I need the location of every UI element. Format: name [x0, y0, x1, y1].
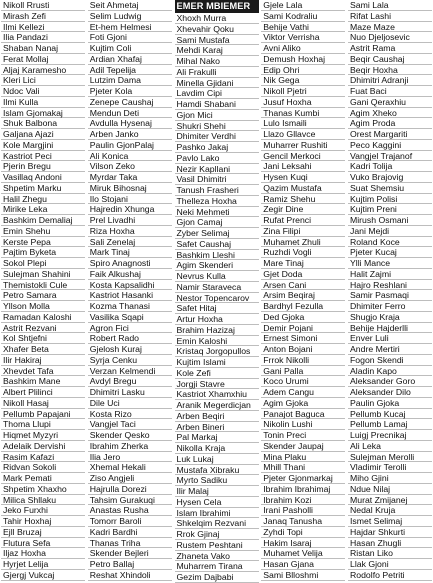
name-row: Yllson Molla — [1, 301, 85, 312]
name-row: Shpetim Marku — [1, 183, 85, 194]
name-row: Kujtim Preni — [348, 204, 432, 215]
name-row: Kozma Thanasi — [88, 301, 172, 312]
name-row: Zegir Dine — [261, 204, 345, 215]
name-row: Xhafer Beta — [1, 344, 85, 355]
name-row: Mirike Leka — [1, 204, 85, 215]
name-row: Arsen Cani — [261, 280, 345, 291]
name-row: Islam Ibrahimi — [175, 508, 259, 519]
name-row: Zyhdi Topi — [261, 527, 345, 538]
name-row: Xhoxh Murra — [175, 13, 259, 24]
name-row: Samir Pasmaqi — [348, 290, 432, 301]
name-row: Xhevdet Tafa — [1, 366, 85, 377]
name-row: Muhamet Velija — [261, 548, 345, 559]
name-row: Aljaj Karamesho — [1, 65, 85, 76]
name-row: Tanush Frasheri — [175, 185, 259, 196]
name-row: Andre Mertiri — [348, 344, 432, 355]
name-row: Vasil Dhimitri — [175, 174, 259, 185]
name-column — [348, 0, 432, 580]
name-row: Kristaq Jorgopullos — [175, 346, 259, 357]
name-column — [261, 0, 345, 580]
name-row: Shukri Shehi — [175, 121, 259, 132]
name-row: Pellumb Lamaj — [348, 419, 432, 430]
name-row: Irani Pasholli — [261, 505, 345, 516]
name-row: Sami Kodraliu — [261, 11, 345, 22]
name-row: Orest Margariti — [348, 129, 432, 140]
name-row: Enver Luli — [348, 333, 432, 344]
name-row: Nuo Djeljosevic — [348, 32, 432, 43]
name-row: Ilir Malaj — [175, 486, 259, 497]
name-row: Prel Livadhi — [88, 215, 172, 226]
name-row: Sami Blloshmi — [261, 570, 345, 581]
name-row: Thanas Kumbi — [261, 108, 345, 119]
name-row: Rufat Prenci — [261, 215, 345, 226]
name-row: Reshat Xhindoli — [88, 570, 172, 581]
name-row: Shpetim Xhaxho — [1, 484, 85, 495]
name-row: Dhimiter Verdhi — [175, 131, 259, 142]
name-row: Tahir Hoxhaj — [1, 516, 85, 527]
name-row: Kastriot Hasanki — [88, 290, 172, 301]
name-row: Rustem Peshtani — [175, 540, 259, 551]
name-row: Mirush Osmani — [348, 215, 432, 226]
name-row: Sulejman Shahini — [1, 269, 85, 280]
name-row: Vasillaq Andoni — [1, 172, 85, 183]
name-row: Roland Koce — [348, 237, 432, 248]
name-row: Bashkim Lleshi — [175, 250, 259, 261]
name-row: Tonin Preci — [261, 430, 345, 441]
name-row: Hajdar Shkurti — [348, 527, 432, 538]
column-header: EMER MBIEMER — [175, 0, 259, 13]
name-row: Kastriot Xhamxhiu — [175, 389, 259, 400]
name-column — [175, 0, 259, 582]
name-row: Nevrus Kulla — [175, 271, 259, 282]
name-row: Verzan Kelmendi — [88, 366, 172, 377]
name-list — [1, 0, 85, 581]
name-row: Ilia Pandazi — [1, 32, 85, 43]
name-row: Nikolin Lushi — [261, 419, 345, 430]
name-column — [88, 0, 172, 580]
name-row: Rrok Gjinaj — [175, 529, 259, 540]
name-row: Gezim Dajbabi — [175, 572, 259, 583]
name-row: Luigj Precnikaj — [348, 430, 432, 441]
name-row: Pjeter Kola — [88, 86, 172, 97]
name-row: Kujtim Coli — [88, 43, 172, 54]
name-row: Ilmi Kulla — [1, 97, 85, 108]
name-row: Ded Gjoka — [261, 312, 345, 323]
name-row: Kerste Pepa — [1, 237, 85, 248]
name-row: Agim Xheko — [348, 108, 432, 119]
name-row: Arsim Beqiraj — [261, 290, 345, 301]
name-row: Nikolla Kraja — [175, 443, 259, 454]
name-row: Gjon Mici — [175, 110, 259, 121]
name-row: Hamdi Shabani — [175, 99, 259, 110]
name-row: Sami Lala — [348, 0, 432, 11]
name-row: Pjeter Gjonmarkaj — [261, 473, 345, 484]
name-row: Rasim Kafazi — [1, 452, 85, 463]
name-row: Muharrem Tirana — [175, 561, 259, 572]
name-row: Hysen Cela — [175, 497, 259, 508]
name-row: Thanas Triha — [88, 538, 172, 549]
name-row: Et-hem Helmesi — [88, 22, 172, 33]
name-row: Aladin Kapo — [348, 366, 432, 377]
name-row: Gjon Camaj — [175, 217, 259, 228]
name-row: Vladimir Terolli — [348, 462, 432, 473]
name-row: Skender Jaupaj — [261, 441, 345, 452]
name-row: Lavdim Cipi — [175, 88, 259, 99]
name-row: Milica Shllaku — [1, 495, 85, 506]
name-row: Vilson Zeko — [88, 161, 172, 172]
name-row: Frrok Nikolli — [261, 355, 345, 366]
name-row: Spiro Anagnosti — [88, 258, 172, 269]
name-row: Shugjo Kraja — [348, 312, 432, 323]
name-row: Ali Leka — [348, 441, 432, 452]
name-row: Mark Pemati — [1, 473, 85, 484]
name-row: Janaq Tanusha — [261, 516, 345, 527]
name-row: Kujtim Islami — [175, 357, 259, 368]
name-row: Mustafa Xibraku — [175, 465, 259, 476]
name-row: Shuk Balbona — [1, 118, 85, 129]
name-row: Shkelqim Rezvani — [175, 518, 259, 529]
name-row: Sulejman Merolli — [348, 452, 432, 463]
name-row: Shaban Nanaj — [1, 43, 85, 54]
name-row: Artur Hoxha — [175, 314, 259, 325]
name-row: Nestor Topencarov — [175, 293, 259, 304]
name-row: Skender Qesko — [88, 430, 172, 441]
name-row: Kosta Rizo — [88, 409, 172, 420]
name-row: Zhaneta Vako — [175, 551, 259, 562]
name-row: Mendun Deti — [88, 108, 172, 119]
name-row: Peco Kaggini — [348, 140, 432, 151]
name-row: Lulo Ismaili — [261, 118, 345, 129]
name-row: Emin Shehu — [1, 226, 85, 237]
name-row: Albert Plilinci — [1, 387, 85, 398]
name-row: Demush Hoxhaj — [261, 54, 345, 65]
name-row: Hysen Kuqi — [261, 172, 345, 183]
name-row: Nikoll Hasaj — [1, 398, 85, 409]
name-row: Kleri Lici — [1, 75, 85, 86]
name-row: Miruk Bihosnaj — [88, 183, 172, 194]
name-row: Panajot Baguca — [261, 409, 345, 420]
name-row: Mark Tinaj — [88, 247, 172, 258]
name-row: Flutura Sefa — [1, 538, 85, 549]
name-column — [1, 0, 85, 580]
name-row: Pellumb Papajani — [1, 409, 85, 420]
name-row: Llak Gjoni — [348, 559, 432, 570]
name-row: Ibrahim Kozi — [261, 495, 345, 506]
name-row: Kole Margjini — [1, 140, 85, 151]
name-row: Anton Bojani — [261, 344, 345, 355]
name-row: Ibrahim Ibrahimaj — [261, 484, 345, 495]
name-row: Adelaik Dervishi — [1, 441, 85, 452]
name-row: Ridvan Sokoli — [1, 462, 85, 473]
name-row: Bashkim Mane — [1, 376, 85, 387]
name-row: Jani Mejdi — [348, 226, 432, 237]
name-row: Astrit Rezvani — [1, 323, 85, 334]
name-row: Koco Urumi — [261, 376, 345, 387]
name-row: Bashkim Demaliaj — [1, 215, 85, 226]
name-row: Pashko Jakaj — [175, 142, 259, 153]
name-row: Ndoc Vali — [1, 86, 85, 97]
name-row: Kujtim Polisi — [348, 194, 432, 205]
name-row: Iljaz Hoxha — [1, 548, 85, 559]
name-row: Kadri Tolija — [348, 161, 432, 172]
name-row: Gjelosh Kuraj — [88, 344, 172, 355]
name-row: Rifat Lashi — [348, 11, 432, 22]
name-row: Kastriot Peci — [1, 151, 85, 162]
name-row: Mina Plaku — [261, 452, 345, 463]
name-row: Ejll Bruzaj — [1, 527, 85, 538]
name-row: Syrja Cenku — [88, 355, 172, 366]
name-row: Nezir Kapllani — [175, 164, 259, 175]
name-row: Thoma Llupi — [1, 419, 85, 430]
name-row: Edip Ohri — [261, 65, 345, 76]
name-row: Zyber Selimaj — [175, 228, 259, 239]
name-row: Hasan Zhugli — [348, 538, 432, 549]
name-row: Hajredin Xhunga — [88, 204, 172, 215]
name-row: Bardhyl Fezulla — [261, 301, 345, 312]
name-row: Nedal Kruja — [348, 505, 432, 516]
name-row: Llazo Gllavce — [261, 129, 345, 140]
name-row: Pjeter Kucaj — [348, 247, 432, 258]
name-row: Gencil Merkoci — [261, 151, 345, 162]
name-row: Pellumb Kucaj — [348, 409, 432, 420]
name-row: Safet Caushaj — [175, 239, 259, 250]
name-row: Fogon Skendi — [348, 355, 432, 366]
name-row: Behije Hajderlli — [348, 323, 432, 334]
name-row: Kosta Kapsalidhi — [88, 280, 172, 291]
name-row: Demir Pojani — [261, 323, 345, 334]
name-row: Tomorr Baroli — [88, 516, 172, 527]
name-row: Ristan Liko — [348, 548, 432, 559]
name-row: Agim Gjoka — [261, 398, 345, 409]
name-row: Nikoll Pjetri — [261, 86, 345, 97]
name-row: Dile Uci — [88, 398, 172, 409]
name-row: Galjana Ajazi — [1, 129, 85, 140]
name-row: Ruzhdi Vogli — [261, 247, 345, 258]
name-row: Safet Hitaj — [175, 303, 259, 314]
name-row: Muhamet Zhuli — [261, 237, 345, 248]
name-row: Vangjel Taci — [88, 419, 172, 430]
name-row: Pajtim Byketa — [1, 247, 85, 258]
name-row: Adem Cangu — [261, 387, 345, 398]
name-row: Suat Shemsiu — [348, 183, 432, 194]
name-row: Avdyl Bregu — [88, 376, 172, 387]
name-row: Tahsim Gurakuqi — [88, 495, 172, 506]
name-row: Gani Qeraxhiu — [348, 97, 432, 108]
name-row: Ibrahim Zherka — [88, 441, 172, 452]
name-row: Selim Ludwig — [88, 11, 172, 22]
name-row: Dhimiter Ferro — [348, 301, 432, 312]
name-row: Avdulla Hysenaj — [88, 118, 172, 129]
name-row: Jorgji Stavre — [175, 379, 259, 390]
name-row: Hiqmet Myzyri — [1, 430, 85, 441]
name-row: Gjergj Vukcaj — [1, 570, 85, 581]
name-row: Aranik Megerdicjan — [175, 400, 259, 411]
name-row: Mirash Zefi — [1, 11, 85, 22]
name-row: Nik Gega — [261, 75, 345, 86]
name-row: Agim Proda — [348, 118, 432, 129]
name-row: Arben Janko — [88, 129, 172, 140]
name-row: Paulin Gjoka — [348, 398, 432, 409]
name-list — [348, 0, 432, 581]
name-row: Sami Mustafa — [175, 35, 259, 46]
name-row: Ndue Nilaj — [348, 484, 432, 495]
name-row: Ramadan Kaloshi — [1, 312, 85, 323]
name-row: Islam Gjomakaj — [1, 108, 85, 119]
name-row: Xhevahir Qoku — [175, 24, 259, 35]
name-row: Murat Zmijanej — [348, 495, 432, 506]
name-row: Myrto Sadiku — [175, 475, 259, 486]
name-row: Ramiz Shehu — [261, 194, 345, 205]
name-row: Ali Frakulli — [175, 67, 259, 78]
name-row: Fuat Baci — [348, 86, 432, 97]
name-row: Hajro Reshlani — [348, 280, 432, 291]
name-row: Nikoll Rrusti — [1, 0, 85, 11]
name-row: Xhemal Hekali — [88, 462, 172, 473]
name-row: Brahim Hazizaj — [175, 325, 259, 336]
name-row: Zenepe Caushaj — [88, 97, 172, 108]
name-row: Arben Bineri — [175, 422, 259, 433]
name-row: Namir Staraveca — [175, 282, 259, 293]
name-row: Mehdi Karaj — [175, 45, 259, 56]
name-row: Themistokli Cule — [1, 280, 85, 291]
name-row: Pjerin Bregu — [1, 161, 85, 172]
name-row: Kole Zefi — [175, 368, 259, 379]
name-row: Skender Bejleri — [88, 548, 172, 559]
name-row: Jani Leksahi — [261, 161, 345, 172]
name-row: Beqir Caushaj — [348, 54, 432, 65]
name-list — [88, 0, 172, 581]
name-row: Ilmi Kellezi — [1, 22, 85, 33]
name-row: Pavlo Lako — [175, 153, 259, 164]
name-row: Beqir Hoxha — [348, 65, 432, 76]
name-row: Hasan Gjana — [261, 559, 345, 570]
name-row: Ilia Jero — [88, 452, 172, 463]
name-row: Halil Zhegu — [1, 194, 85, 205]
name-row: Foti Gjoni — [88, 32, 172, 43]
name-row: Hajrulla Dorezi — [88, 484, 172, 495]
name-row: Sokol Plepi — [1, 258, 85, 269]
name-row: Petro Ballaj — [88, 559, 172, 570]
name-row: Ismet Selimaj — [348, 516, 432, 527]
name-list — [175, 13, 259, 583]
name-row: Viktor Verrisha — [261, 32, 345, 43]
name-row: Riza Hoxha — [88, 226, 172, 237]
name-row: Kol Shtjefni — [1, 333, 85, 344]
name-row: Minella Gjidani — [175, 78, 259, 89]
name-row: Hakim Isaraj — [261, 538, 345, 549]
name-row: Lutzim Dama — [88, 75, 172, 86]
name-row: Paulin GjonPalaj — [88, 140, 172, 151]
name-row: Emin Kaloshi — [175, 336, 259, 347]
name-row: Dhimitri Lasku — [88, 387, 172, 398]
name-row: Dhimitri Adranji — [348, 75, 432, 86]
name-row: Seit Ahmetaj — [88, 0, 172, 11]
name-row: Ardian Xhafaj — [88, 54, 172, 65]
name-row: Pal Markaj — [175, 432, 259, 443]
name-row: Sali Zenelaj — [88, 237, 172, 248]
name-row: Zina Filipi — [261, 226, 345, 237]
name-row: Ali Konica — [88, 151, 172, 162]
name-row: Maze Maze — [348, 22, 432, 33]
name-row: Behije Vathi — [261, 22, 345, 33]
name-row: Ferat Mollaj — [1, 54, 85, 65]
name-row: Mihal Nako — [175, 56, 259, 67]
name-row: Vangjel Trajanof — [348, 151, 432, 162]
name-row: Astrit Rama — [348, 43, 432, 54]
name-row: Hyrjet Lelija — [1, 559, 85, 570]
name-row: Kadri Bardhi — [88, 527, 172, 538]
name-row: Agron Fici — [88, 323, 172, 334]
name-row: Anastas Rusha — [88, 505, 172, 516]
name-row: Arben Beqiri — [175, 411, 259, 422]
name-row: Neki Mehmeti — [175, 207, 259, 218]
name-row: Agim Skenderi — [175, 260, 259, 271]
name-row: Myrdar Taka — [88, 172, 172, 183]
name-row: Ilo Stojani — [88, 194, 172, 205]
name-row: Miho Gjini — [348, 473, 432, 484]
name-row: Mhill Thani — [261, 462, 345, 473]
name-row: Ziso Angjeli — [88, 473, 172, 484]
name-row: Gjele Lala — [261, 0, 345, 11]
name-row: Ernest Simoni — [261, 333, 345, 344]
name-row: Aleksander Goro — [348, 376, 432, 387]
name-row: Faik Alkushaj — [88, 269, 172, 280]
name-row: Qazim Mustafa — [261, 183, 345, 194]
name-row: Thelleza Hoxha — [175, 196, 259, 207]
name-row: Vuko Brajovig — [348, 172, 432, 183]
name-row: Gani Palla — [261, 366, 345, 377]
name-row: Robert Rado — [88, 333, 172, 344]
name-row: Mare Tinaj — [261, 258, 345, 269]
name-list — [261, 0, 345, 581]
name-row: Avni Aliko — [261, 43, 345, 54]
name-row: Muharrer Rushiti — [261, 140, 345, 151]
name-row: Luk Lukaj — [175, 454, 259, 465]
name-row: Jeko Furxhi — [1, 505, 85, 516]
name-row: Jusuf Hoxha — [261, 97, 345, 108]
name-row: Ylli Mance — [348, 258, 432, 269]
name-row: Aleksander Dilo — [348, 387, 432, 398]
name-row: Ilir Hakiraj — [1, 355, 85, 366]
name-row: Vasilika Sqapi — [88, 312, 172, 323]
name-row: Petro Samara — [1, 290, 85, 301]
name-row: Rodolfo Petriti — [348, 570, 432, 581]
name-row: Adil Tepelija — [88, 65, 172, 76]
name-row: Gjet Doda — [261, 269, 345, 280]
name-row: Halit Zajmi — [348, 269, 432, 280]
